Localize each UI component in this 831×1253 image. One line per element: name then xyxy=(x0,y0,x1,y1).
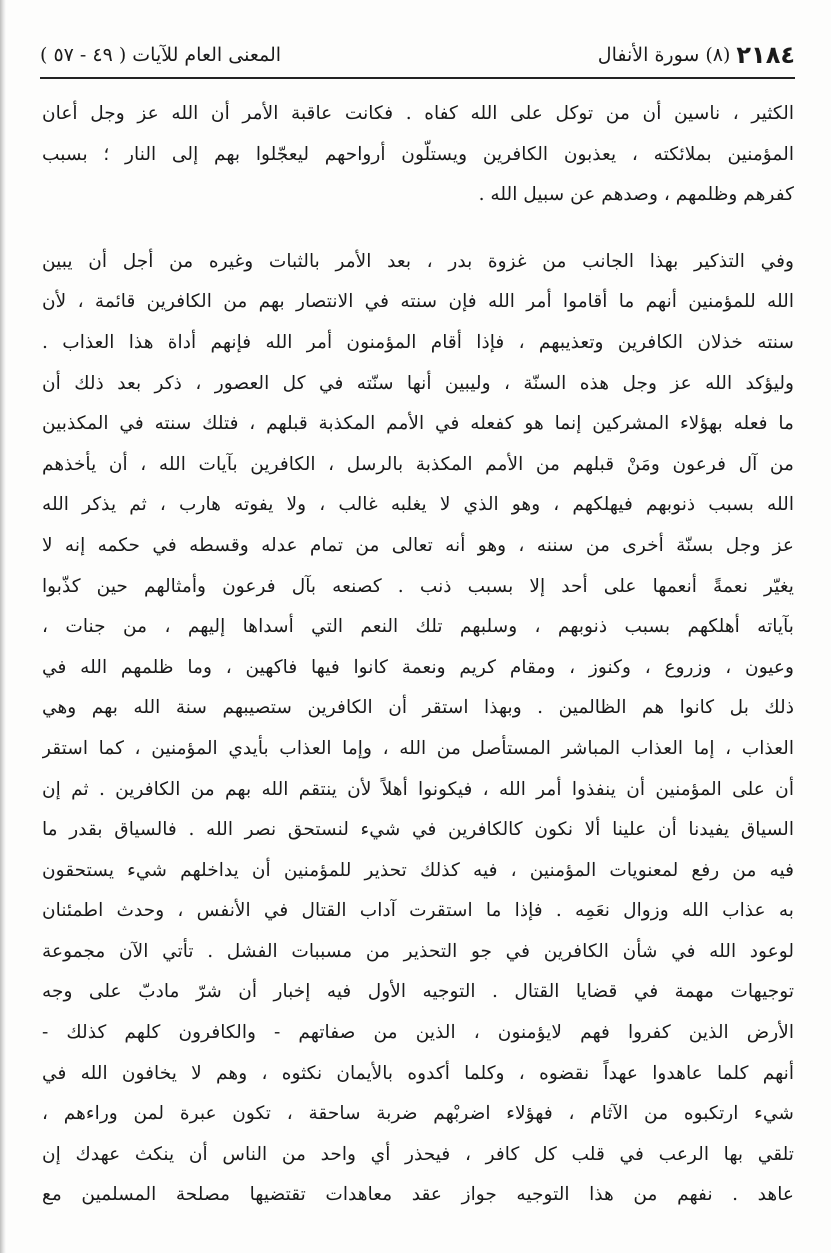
text-line: العذاب ، إما العذاب المباشر المستأصل من الله ، وإما العذاب بأيدي المؤمنين ، كما استقر xyxy=(42,737,794,759)
text-line: وعيون ، وزروع ، وكنوز ، ومقام كريم ونعمة كانوا فيها فاكهين ، وما ظلمهم الله في xyxy=(42,656,794,678)
text-line: ما فعله بهؤلاء المشركين إنما هو كفعله في الأمم المكذبة قبلهم ، فتلك سنته في المكذبين xyxy=(42,413,794,435)
text-line: عز وجل بسنّة أخرى من سننه ، وهو أنه تعالى من تمام عدله وقسطه في حكمه إنه لا xyxy=(42,534,794,556)
text-line: عاهد . نفهم من هذا التوجيه جواز عقد معاهدات تقتضيها مصلحة المسلمين مع xyxy=(42,1184,794,1206)
surah-title: (٨) سورة الأنفال xyxy=(597,44,731,66)
text-line: لوعود الله في شأن الكافرين في جو التحذير من مسببات الفشل . تأتي الآن مجموعة xyxy=(42,940,794,962)
text-line: الأرض الذين كفروا فهم لايؤمنون ، الذين من صفاتهم - والكافرون كلهم كذلك - xyxy=(42,1022,794,1044)
paragraph-1 xyxy=(42,94,794,216)
page-number: ٢١٨٤ xyxy=(736,41,795,69)
text-line: فيه من رفع لمعنويات المؤمنين ، فيه كذلك تحذير للمؤمنين أن يداخلهم شيء يستحقون xyxy=(42,859,794,881)
text-line: وليؤكد الله عز وجل هذه السنّة ، وليبين أنها سنّته في كل العصور ، ذكر بعد ذلك أن xyxy=(42,372,794,394)
text-line: الله للمؤمنين أنهم ما أقاموا أمر الله فإن سنته في الانتصار بهم من الكافرين قائمة ، لأن xyxy=(42,291,794,313)
section-title: المعنى العام للآيات ( ٤٩ - ٥٧ ) xyxy=(40,44,282,66)
text-line: سنته خذلان الكافرين وتعذيبهم ، فإذا أقام المؤمنون أمر الله فإنهم أداة هذا العذاب . xyxy=(42,331,794,353)
text-line: السياق يفيدنا أن علينا ألا نكون كالكافرين في شيء لنستحق نصر الله . فالسياق بقدر ما xyxy=(42,819,794,841)
header-divider xyxy=(40,77,795,79)
text-line: وفي التذكير بهذا الجانب من غزوة بدر ، بعد الأمر بالثبات وغيره من أجل أن يبين xyxy=(42,250,794,272)
text-line: توجيهات مهمة في قضايا القتال . التوجيه الأول فيه إخبار أن شرّ مادبّ على وجه xyxy=(42,981,794,1003)
text-line: بآياته أهلكهم بسبب ذنوبهم ، وسلبهم تلك النعم التي أسداها إليهم ، من جنات ، xyxy=(42,616,794,638)
text-line: الكثير ، ناسين أن من توكل على الله كفاه . فكانت عاقبة الأمر أن الله عز وجل أعان xyxy=(42,103,794,124)
text-line: ذلك بل كانوا هم الظالمين . وبهذا استقر أن الكافرين ستصيبهم سنة الله بهم وهي xyxy=(42,697,794,719)
text-line: شيء ارتكبوه من الآثام ، فهؤلاء اضربْهم ضربة ساحقة ، تكون عبرة لمن وراءهم ، xyxy=(42,1103,794,1125)
page-header xyxy=(40,38,795,72)
text-line: تلقي بها الرعب في قلب كل كافر ، فيحذر أي واحد من الناس أن ينكث عهدك إن xyxy=(42,1143,794,1165)
header-right-group xyxy=(598,41,795,69)
text-line: من آل فرعون ومَنْ قبلهم من الأمم المكذبة بالرسل ، الكافرين بآيات الله ، أن يأخذهم xyxy=(42,453,794,475)
text-line: المؤمنين بملائكته ، يعذبون الكافرين ويستلّون أرواحهم ليعجّلوا بهم إلى النار ؛ بسبب xyxy=(42,143,794,165)
body-text xyxy=(42,94,794,1216)
paragraph-2 xyxy=(42,242,794,1216)
text-line: يغيّر نعمةً أنعمها على أحد إلا بسبب ذنب . كصنعه بآل فرعون وأمثالهم حين كذّبوا xyxy=(42,575,794,597)
text-line: أنهم كلما عاهدوا عهداً نقضوه ، وكلما أكدوه بالأيمان نكثوه ، وهم لا يخافون الله في xyxy=(42,1062,794,1084)
text-line: به عذاب الله وزوال نعَمِه . فإذا ما استقرت آداب القتال في الأنفس ، وحدث اطمئنان xyxy=(42,900,794,922)
text-line: الله بسبب ذنوبهم فيهلكهم ، وهو الذي لا يغلبه غالب ، ولا يفوته هارب ، ثم يذكر الله xyxy=(42,494,794,516)
text-line: أن على المؤمنين أن ينفذوا أمر الله ، فيكونوا أهلاً لأن ينتقم الله بهم من الكافرين . ثم إن xyxy=(42,778,794,800)
page-binding-shadow xyxy=(0,0,6,1253)
text-line: كفرهم وظلمهم ، وصدهم عن سبيل الله . xyxy=(478,184,794,206)
